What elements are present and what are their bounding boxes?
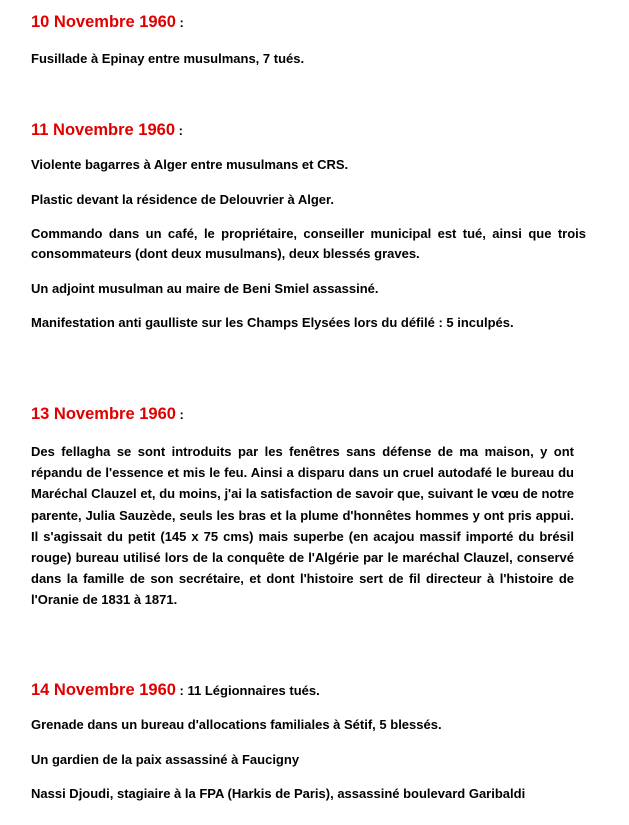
section-colon: :: [175, 407, 184, 422]
entry-text: Grenade dans un bureau d'allocations familiales à Sétif, 5 blessés.: [31, 717, 442, 732]
entry-text: Des fellagha se sont introduits par les fenêtres sans défense de ma maison, y ont répandu de l'essence et mis le feu. Ainsi a disparu dans un cruel autodafé le bureau du Maréchal Clauzel et, du moins, j'ai la satisfaction de savoir que, suivant le vœu de notre parente, Julia Sauzède, seuls les bras et la plume d'honnêtes hommes y ont pris appui. Il s'agissait du petit (145 x 75 cms) mais superbe (en acajou massif importé du brésil rouge) bureau utilisé lors de la conquête de l'Algérie par le maréchal Clauzel, conservé dans la famille de son secrétaire, et dont l'histoire sert de fil directeur à l'histoire de l'Oranie de 1831 à 1871.: [31, 444, 574, 608]
section-date: 13 Novembre 1960: [31, 405, 176, 423]
section-date: 11 Novembre 1960: [31, 121, 176, 139]
entry-text: Manifestation anti gaulliste sur les Champs Elysées lors du défilé : 5 inculpés.: [31, 315, 514, 330]
entry-text: Fusillade à Epinay entre musulmans, 7 tués.: [31, 51, 305, 66]
section-heading-13-novembre: [31, 404, 184, 425]
entry-text: Plastic devant la résidence de Delouvrier à Alger.: [31, 192, 334, 207]
entry-text: Un adjoint musulman au maire de Beni Smiel assassiné.: [31, 281, 379, 296]
section-colon: :: [175, 15, 184, 30]
entry-text: Commando dans un café, le propriétaire, conseiller municipal est tué, ainsi que trois consommateurs (dont deux musulmans), deux blessés graves.: [31, 226, 586, 261]
section-heading-14-novembre: [31, 680, 320, 701]
entry-text: Un gardien de la paix assassiné à Faucigny: [31, 752, 300, 767]
section-heading-10-novembre: [31, 12, 184, 33]
section-trailing-text: : 11 Légionnaires tués.: [175, 683, 320, 698]
section-colon: :: [175, 123, 183, 138]
section-heading-11-novembre: [31, 120, 183, 141]
entry-text: Violente bagarres à Alger entre musulmans et CRS.: [31, 157, 349, 172]
section-date: 10 Novembre 1960: [31, 13, 176, 31]
section-date: 14 Novembre 1960: [31, 681, 176, 699]
entry-text: Nassi Djoudi, stagiaire à la FPA (Harkis de Paris), assassiné boulevard Garibaldi: [31, 786, 526, 801]
